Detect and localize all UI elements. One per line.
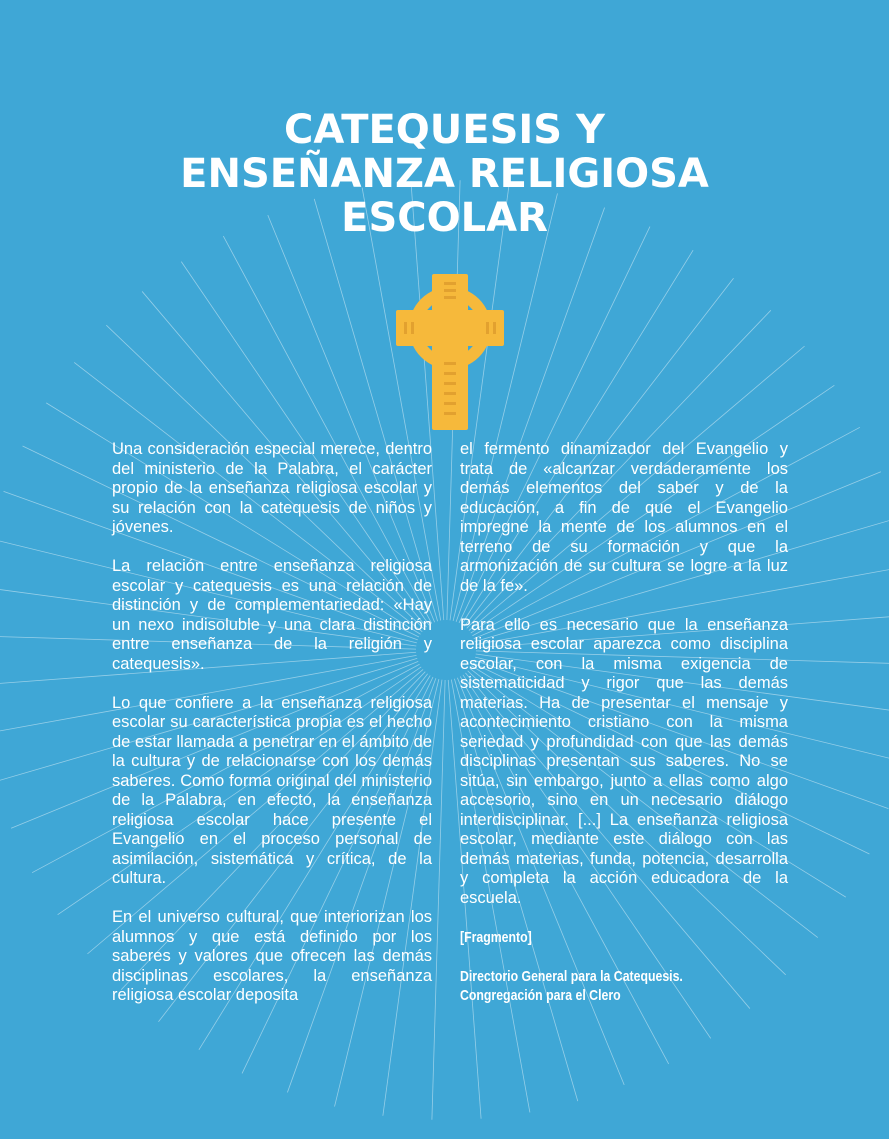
source-title: Directorio General para la Catequesis. [460,967,683,985]
title-line-3: ESCOLAR [341,195,548,241]
page-title [0,108,889,240]
title-line-1: CATEQUESIS Y [283,107,605,153]
paragraph-4: En el universo cultural, que interiorizan los alumnos y que está definido por los saberes y valores que ofrecen las demás disciplinas escolares, la enseñanza religiosa escolar deposita [112,908,432,1004]
ray-line [432,680,445,1120]
celtic-cross-icon [394,272,506,432]
paragraph-5: el fermento dinamizador del Evangelio y trata de «alcanzar verdaderamente los demás elementos del saber y de la educación, a fin de que el Evangelio impregne la mente de los alumnos en el terreno de su formación y que la armonización de su cultura se logre a la luz de la fe». [460,440,788,595]
fragment-label: [Fragmento] [460,928,532,946]
title-line-2: ENSEÑANZA RELIGIOSA [180,151,709,197]
paragraph-2: La relación entre enseñanza religiosa escolar y catequesis es una relación de distinción y de complementariedad: «Hay un nexo indisoluble y una clara distinción entre enseñanza de la religión y catequesis». [112,557,432,673]
paragraph-3: Lo que confiere a la enseñanza religiosa escolar su característica propia es el hecho de estar llamada a penetrar en el ámbito de la cultura y de relacionarse con los demás saberes. Como forma original del ministerio de la Palabra, en efecto, la enseñanza religiosa escolar hace presente el Evangelio en el proceso personal de asimilación, sistemática y crítica, de la cultura. [112,693,432,887]
source-author: Congregación para el Clero [460,986,621,1004]
left-column [112,440,432,1025]
paragraph-1: Una consideración especial merece, dentro del ministerio de la Palabra, el carácter propio de la enseñanza religiosa escolar y su relación con la catequesis de niños y jóvenes. [112,440,432,536]
right-column [460,440,788,1005]
paragraph-6: Para ello es necesario que la enseñanza religiosa escolar aparezca como disciplina escolar, con la misma exigencia de sistematicidad y rigor que las demás materias. Ha de presentar el mensaje y acontecimiento cristiano con la misma seriedad y profundidad con que las demás disciplinas presentan sus saberes. No se sitúa, sin embargo, junto a ellas como algo accesorio, sino en un necesario diálogo interdisciplinar. [...] La enseñanza religiosa escolar, mediante este diálogo con las demás materias, funda, potencia, desarrolla y completa la acción educadora de la escuela. [460,615,788,907]
